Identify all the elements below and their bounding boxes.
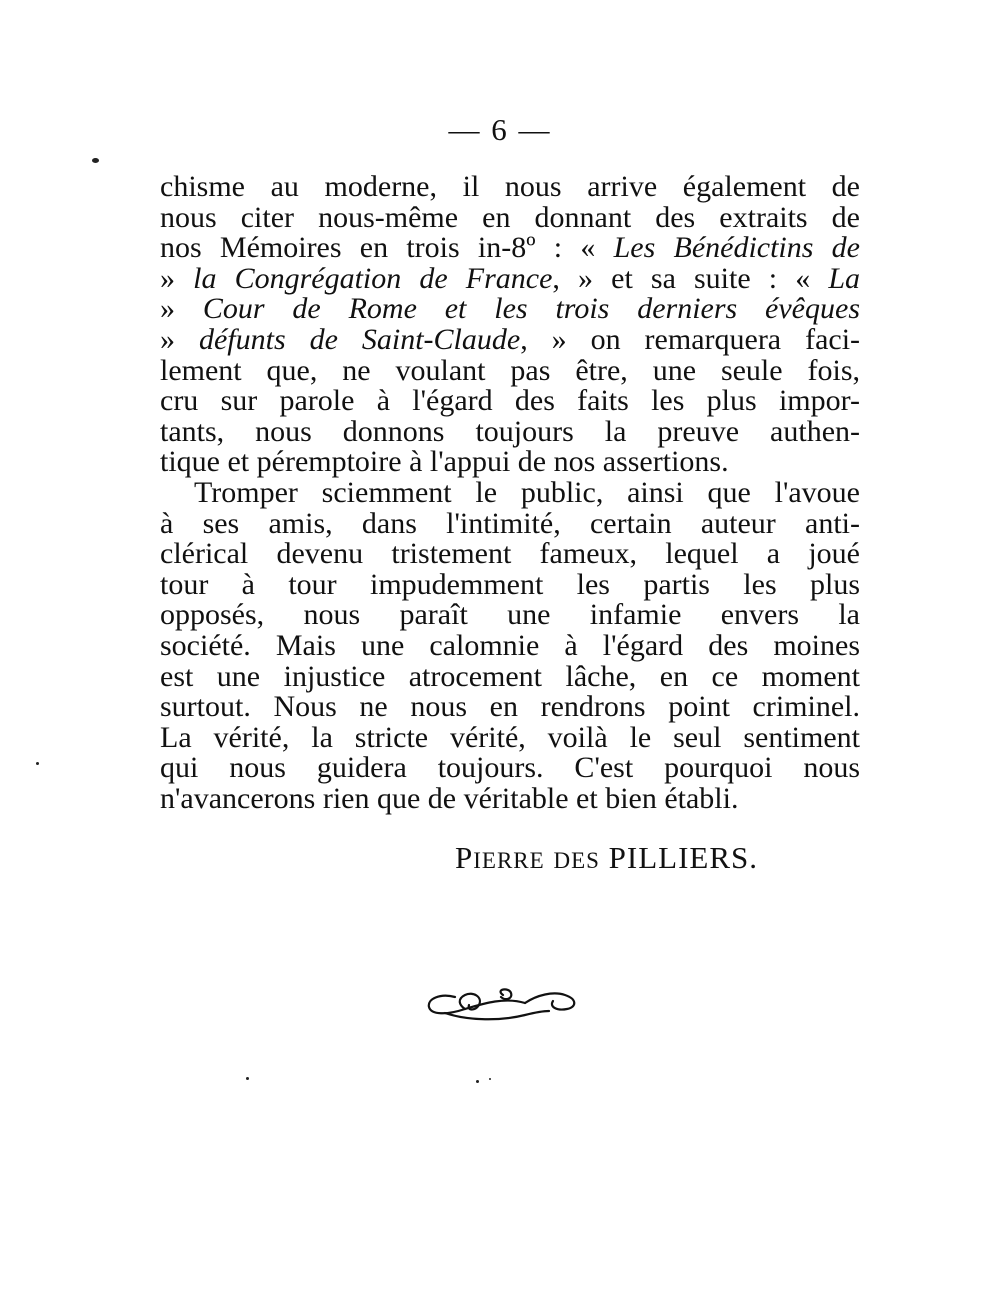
text-line: nos Mémoires en trois in-8º : « Les Bénédictins de (160, 231, 860, 265)
text-line: surtout. Nous ne nous en rendrons point criminel. (160, 690, 860, 724)
text-line: chisme au moderne, il nous arrive également de (160, 170, 860, 203)
author-signature: PIERRE DES PILLIERS. (455, 840, 759, 875)
text-line: nous citer nous-même en donnant des extraits de (160, 200, 860, 234)
page-number: — 6 — (448, 112, 552, 147)
ink-speck (489, 1078, 491, 1080)
text-line: à ses amis, dans l'intimité, certain auteur anti- (160, 506, 860, 540)
text-line: cru sur parole à l'égard des faits les plus impor- (160, 384, 860, 418)
ink-speck (246, 1077, 249, 1080)
text-line: est une injustice atrocement lâche, en ce moment (160, 659, 860, 693)
scroll-flourish-icon (425, 985, 585, 1030)
ink-speck (92, 158, 99, 163)
text-line: qui nous guidera toujours. C'est pourquoi nous (160, 751, 860, 785)
text-line: n'avancerons rien que de véritable et bien établi. (160, 781, 739, 815)
text-line: clérical devenu tristement fameux, lequel a joué (160, 537, 860, 571)
text-line: société. Mais une calomnie à l'égard des moines (160, 628, 860, 662)
text-line: » Cour de Rome et les trois derniers évêques (160, 292, 860, 326)
body-text (160, 172, 860, 814)
text-line: » défunts de Saint-Claude, » on remarquera faci- (160, 322, 861, 356)
text-line: opposés, nous paraît une infamie envers la (160, 598, 860, 632)
text-line: tour à tour impudemment les partis les plus (160, 567, 860, 601)
text-line: La vérité, la stricte vérité, voilà le seul sentiment (160, 720, 860, 754)
ink-speck (476, 1080, 479, 1083)
text-line: tants, nous donnons toujours la preuve authen- (160, 414, 860, 448)
text-line: Tromper sciemment le public, ainsi que l'avoue (194, 475, 860, 509)
text-line: lement que, ne voulant pas être, une seule fois, (160, 353, 860, 387)
ink-speck (36, 762, 39, 765)
text-line: tique et péremptoire à l'appui de nos assertions. (160, 445, 729, 479)
text-line: » la Congrégation de France, » et sa suite : « La (160, 261, 861, 295)
